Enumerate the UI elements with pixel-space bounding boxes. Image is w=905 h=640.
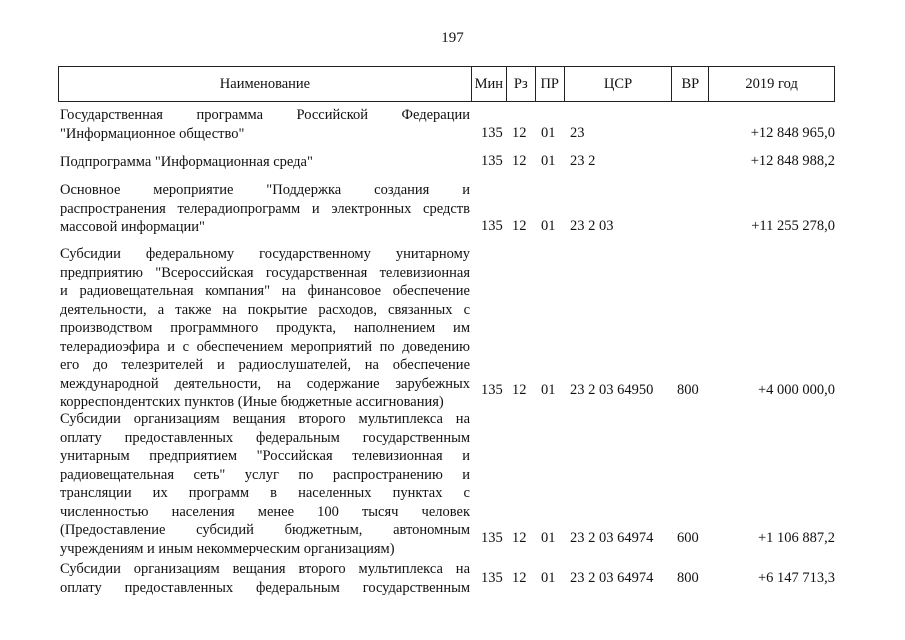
row-vr: 800 [677, 570, 699, 586]
row-name-line: производством программного продукта, наполнением им [60, 320, 470, 336]
row-name-line: Подпрограмма "Информационная среда" [60, 154, 313, 170]
row-rz: 12 [512, 570, 527, 586]
row-min: 135 [481, 124, 503, 141]
row-name-line: трансляции их программ в населенных пунктах с [60, 485, 470, 501]
table-header [58, 66, 835, 102]
row-pr: 01 [541, 153, 556, 169]
row-name-line: численностью населения менее 100 тысяч человек [60, 503, 470, 520]
row-pr: 01 [541, 218, 556, 234]
row-sum: +12 848 965,0 [750, 124, 835, 141]
column-header-csr: ЦСР [565, 67, 673, 101]
page-number: 197 [441, 30, 464, 46]
row-name-line: распространения телерадиопрограмм и электронных средств [60, 200, 470, 217]
row-sum: +12 848 988,2 [750, 153, 835, 169]
row-sum: +11 255 278,0 [751, 218, 835, 234]
row-min: 135 [481, 570, 503, 586]
row-rz: 12 [512, 218, 527, 234]
row-name-line: учреждениям и иным некоммерческим организациям) [60, 540, 395, 557]
row-pr: 01 [541, 382, 556, 398]
row-min: 135 [481, 218, 503, 234]
row-name-line: его до телезрителей и радиослушателей, на обеспечение [60, 357, 470, 373]
row-name-line: "Информационное общество" [60, 125, 245, 142]
row-name-line: Основное мероприятие "Поддержка создания и [60, 182, 470, 198]
row-name-line: оплату предоставленных федеральным государственным [60, 579, 470, 596]
row-name-line: оплату предоставленных федеральным государственным [60, 429, 470, 446]
row-name-line: международной деятельности, на содержание зарубежных [60, 375, 470, 392]
row-csr: 23 2 [570, 153, 596, 169]
row-name-line: радиовещательная сеть" услуг по распространению и [60, 466, 470, 483]
column-header-min: Мин [472, 67, 507, 101]
column-header-year: 2019 год [745, 75, 798, 92]
row-name-line: унитарным предприятием "Российская телевизионная и [60, 448, 470, 464]
row-sum: +4 000 000,0 [757, 382, 835, 398]
row-csr: 23 2 03 64974 [570, 530, 654, 546]
row-rz: 12 [512, 382, 527, 398]
row-pr: 01 [541, 124, 556, 141]
row-name-line: (Предоставление субсидий бюджетным, автономным [60, 522, 470, 538]
row-rz: 12 [512, 124, 527, 141]
row-vr: 600 [677, 530, 699, 546]
row-csr: 23 2 03 64950 [570, 382, 654, 398]
row-sum: +1 106 887,2 [757, 530, 835, 546]
row-min: 135 [481, 530, 503, 546]
column-header-rz: Рз [507, 67, 536, 101]
row-name-line: телерадиоэфира и с обеспечением мероприятий по доведению [60, 338, 470, 355]
row-pr: 01 [541, 530, 556, 546]
row-name-line: и радиовещательная компания" на финансовое обеспечение [60, 283, 470, 299]
row-rz: 12 [512, 530, 527, 546]
row-vr: 800 [677, 382, 699, 398]
row-rz: 12 [512, 153, 527, 169]
row-name-line: Субсидии организациям вещания второго мультиплекса на [60, 561, 470, 577]
row-pr: 01 [541, 570, 556, 586]
column-header-name: Наименование [59, 67, 472, 101]
row-name-line: Субсидии организациям вещания второго мультиплекса на [60, 411, 470, 427]
row-name-line: Субсидии федеральному государственному унитарному [60, 246, 470, 262]
row-min: 135 [481, 382, 503, 398]
row-csr: 23 2 03 [570, 218, 614, 234]
row-name-line: Государственная программа Российской Федерации [60, 107, 470, 123]
row-csr: 23 2 03 64974 [570, 570, 654, 586]
column-header-pr: ПР [536, 67, 565, 101]
row-csr: 23 [570, 124, 585, 141]
column-header-vr: ВР [672, 67, 709, 101]
row-name-line: предприятию "Всероссийская государственная телевизионная [60, 264, 470, 281]
row-sum: +6 147 713,3 [757, 570, 835, 586]
row-name-line: массовой информации" [60, 219, 205, 235]
row-name-line: деятельности, а также на покрытие расходов, связанных с [60, 301, 470, 318]
row-name-line: корреспондентских пунктов (Иные бюджетные ассигнования) [60, 394, 444, 410]
row-min: 135 [481, 153, 503, 169]
